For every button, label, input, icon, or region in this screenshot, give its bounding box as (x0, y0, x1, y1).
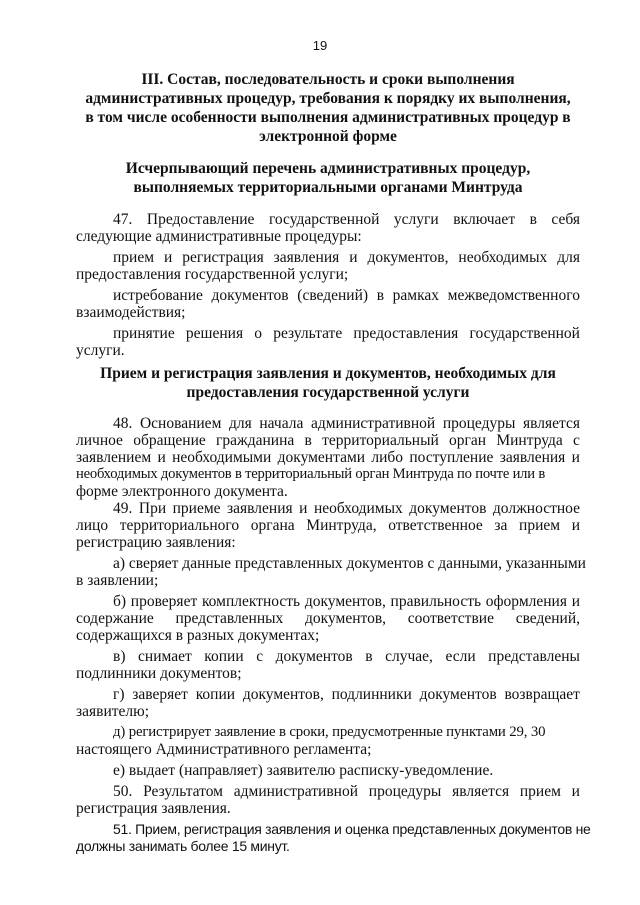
word: процедуры (442, 415, 516, 432)
word: принятие (113, 325, 175, 342)
word: документов (211, 287, 289, 304)
text-line: подлинники документов; (76, 665, 242, 682)
text-line (76, 249, 580, 266)
word: необходимыми (172, 449, 272, 466)
text-line (76, 593, 580, 610)
word: соответствие (407, 610, 494, 627)
text-line: в заявлении; (76, 572, 159, 589)
word: для (557, 249, 580, 266)
word: включает (453, 211, 516, 228)
word: начала (259, 415, 304, 432)
word: личное (76, 432, 123, 449)
word: и (157, 449, 166, 466)
section-heading-line: в том числе особенности выполнения административных процедур в (85, 109, 571, 126)
word: б) (113, 593, 127, 610)
word: документов (419, 686, 497, 703)
word: территориального (119, 517, 240, 534)
text-line: настоящего Административного регламента; (76, 741, 372, 758)
text-line: содержащихся в разных документах; (76, 627, 320, 644)
text-line: е) выдает (направляет) заявителю расписку-уведомление. (113, 762, 494, 779)
section-heading-line: административных процедур, требования к порядку их выполнения, (85, 90, 571, 107)
text-line (76, 287, 580, 304)
text-line: регистрацию заявления: (76, 534, 236, 551)
text-line (76, 783, 580, 800)
section-heading-line: III. Состав, последовательность и сроки выполнения (141, 71, 515, 88)
word: за (494, 517, 508, 534)
text-line: а) сверяет данные представленных документов с данными, указанными (113, 555, 586, 572)
word: прием (113, 249, 155, 266)
word: снимает (138, 648, 192, 665)
word: с (256, 648, 264, 665)
word: представлены (488, 648, 580, 665)
word: Минтруда (496, 432, 563, 449)
word: Результатом (143, 783, 223, 800)
word: истребование (113, 287, 203, 304)
word: заявления (273, 249, 340, 266)
text-line: необходимых документов в территориальный орган Минтруда по почте или в (76, 466, 546, 482)
word: представленных (175, 610, 284, 627)
word: правильность (390, 593, 482, 610)
text-line (76, 415, 580, 432)
word: с (573, 432, 580, 449)
word: и (349, 249, 358, 266)
paragraphs-48-51-block (76, 415, 591, 855)
word: органа (250, 517, 295, 534)
word: подлинники (331, 686, 412, 703)
word: если (445, 648, 476, 665)
text-line (76, 500, 580, 517)
text-line: взаимодействия; (76, 304, 186, 321)
word: заверяет (132, 686, 188, 703)
word: и (571, 517, 580, 534)
word: содержание (76, 610, 154, 627)
word: административной (233, 783, 359, 800)
word: в (376, 287, 385, 304)
word: необходимых (458, 249, 548, 266)
text-line (76, 449, 580, 466)
word: является (523, 415, 580, 432)
word: услуги (393, 211, 439, 228)
text-line: должны занимать более 15 минут. (76, 838, 290, 854)
word: орган (449, 432, 487, 449)
text-line: д) регистрирует заявление в сроки, предусмотренные пунктами 29, 30 (113, 724, 546, 740)
word: Предоставление (146, 211, 255, 228)
word: предоставления (353, 325, 459, 342)
word: заявления (499, 449, 566, 466)
text-line (76, 432, 580, 449)
word: для (228, 415, 252, 432)
subheading-line: предоставления государственной услуги (186, 384, 470, 401)
subheading-line: выполняемых территориальными органами Минтруда (133, 179, 523, 196)
subheading-reception-registration (72, 364, 584, 402)
word: 49. (113, 500, 133, 517)
text-line: следующие административные процедуры: (76, 228, 362, 245)
section-heading-line: электронной форме (259, 128, 397, 145)
word: и (571, 783, 580, 800)
page-number: 19 (312, 38, 328, 53)
word: решения (185, 325, 244, 342)
word: документов (409, 500, 487, 517)
word: в (304, 432, 312, 449)
paragraph-47-block (76, 211, 580, 359)
text-line: форме электронного документа. (76, 483, 288, 500)
word: документов, (305, 610, 387, 627)
word: государственной (469, 325, 580, 342)
word: необходимых (313, 500, 403, 517)
word: копии (204, 648, 244, 665)
text-line (76, 686, 580, 703)
word: Основанием (139, 415, 222, 432)
word: рамках (392, 287, 440, 304)
word: документов (275, 648, 353, 665)
text-line (76, 648, 580, 665)
word: и (571, 593, 580, 610)
word: поступление (409, 449, 494, 466)
word: приеме (172, 500, 221, 517)
word: либо (371, 449, 404, 466)
word: в) (113, 648, 126, 665)
text-line: предоставления государственной услуги; (76, 266, 349, 283)
word: документов, (304, 593, 386, 610)
word: случае, (385, 648, 433, 665)
text-line: 51. Прием, регистрация заявления и оценка представленных документов не (113, 821, 591, 837)
text-line (76, 211, 580, 228)
word: 50. (113, 783, 133, 800)
word: заявления (227, 500, 293, 517)
word: г) (113, 686, 125, 703)
text-line: регистрация заявления. (76, 800, 231, 817)
word: и (571, 449, 580, 466)
word: должностное (492, 500, 580, 517)
text-line (76, 610, 580, 627)
text-line (76, 517, 580, 534)
word: результате (273, 325, 343, 342)
word: процедуры (368, 783, 442, 800)
word: в (529, 211, 537, 228)
section-heading (72, 70, 584, 146)
subheading-line: Прием и регистрация заявления и документов, необходимых для (100, 365, 556, 382)
word: документов, (242, 686, 324, 703)
word: регистрация (182, 249, 264, 266)
word: и (163, 249, 173, 266)
word: себя (551, 211, 580, 228)
word: лицо (76, 517, 109, 534)
word: прием (519, 783, 561, 800)
word: возвращает (504, 686, 580, 703)
word: 48. (113, 415, 133, 432)
word: (сведений) (297, 287, 369, 304)
text-line (76, 325, 580, 342)
word: государственной (268, 211, 380, 228)
word: территориальный (322, 432, 439, 449)
word: в (365, 648, 373, 665)
word: копии (195, 686, 236, 703)
word: межведомственного (447, 287, 580, 304)
word: сведений, (515, 610, 580, 627)
word: комплектность (201, 593, 301, 610)
word: прием (519, 517, 561, 534)
word: гражданина (216, 432, 295, 449)
word: проверяет (130, 593, 198, 610)
word: оформления (485, 593, 567, 610)
text-line: заявителю; (76, 703, 150, 720)
word: является (452, 783, 510, 800)
word: При (138, 500, 167, 517)
word: Минтруда, (306, 517, 377, 534)
word: о (254, 325, 263, 342)
word: административной (310, 415, 436, 432)
word: 47. (113, 211, 133, 228)
word: и (299, 500, 308, 517)
word: документов, (367, 249, 449, 266)
subheading-line: Исчерпывающий перечень административных процедур, (125, 160, 531, 177)
word: заявлением (76, 449, 152, 466)
word: обращение (133, 432, 206, 449)
subheading-procedures-list (72, 159, 584, 197)
word: документами (277, 449, 366, 466)
word: ответственное (388, 517, 483, 534)
text-line: услуги. (76, 342, 125, 359)
